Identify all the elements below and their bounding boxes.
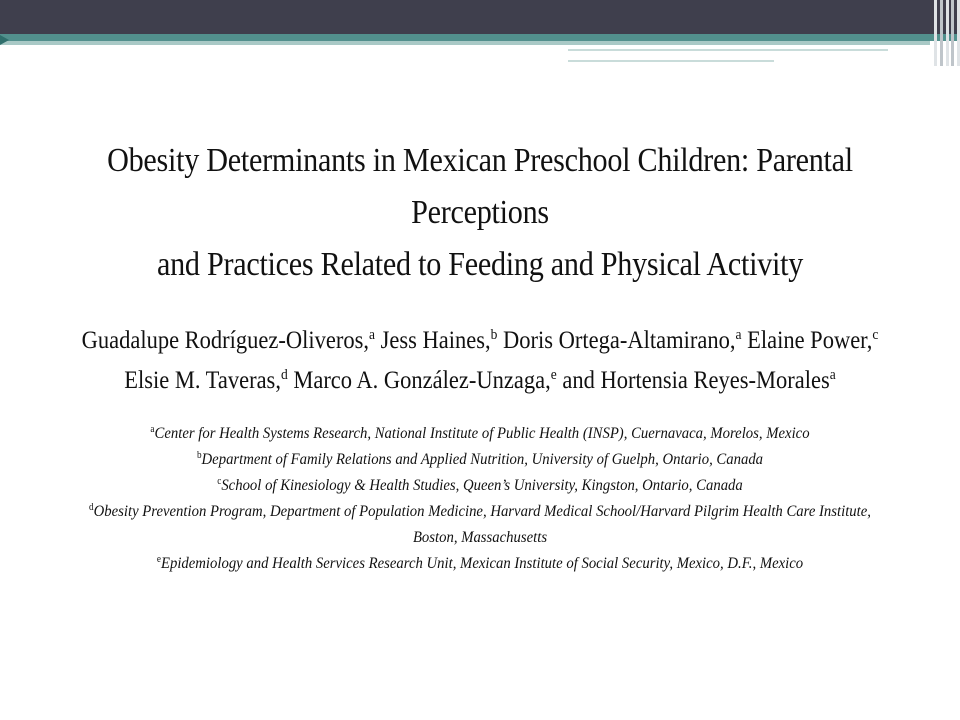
paper-header — [0, 135, 960, 577]
author-list — [48, 321, 912, 401]
affiliation-mark: a — [735, 327, 742, 343]
affiliation — [38, 473, 921, 499]
author-name: Guadalupe Rodríguez-Oliveros, — [81, 327, 370, 354]
affiliation — [38, 551, 921, 577]
author-name: Marco A. González-Unzaga, — [293, 367, 551, 394]
author-name: Doris Ortega-Altamirano, — [503, 327, 736, 354]
paper-title — [48, 135, 912, 291]
affiliation-mark: a — [369, 327, 376, 343]
affiliation-mark: b — [196, 450, 202, 461]
affiliation-mark: a — [829, 367, 836, 383]
affiliation-mark: c — [217, 476, 222, 487]
affiliation-text: Obesity Prevention Program, Department of Population Medicine, Harvard Medical School/Harvard Pilgrim Health Care Institute, — [93, 503, 871, 520]
affiliation — [38, 499, 921, 525]
affiliation-text: Department of Family Relations and Applied Nutrition, University of Guelph, Ontario, Canada — [201, 451, 764, 468]
affiliation — [38, 421, 921, 447]
author-name: Elsie M. Taveras, — [124, 367, 281, 394]
decor-line — [568, 60, 774, 62]
affiliation-text: Epidemiology and Health Services Research Unit, Mexican Institute of Social Security, Mexico, D.F., Mexico — [160, 555, 804, 572]
author-line — [48, 321, 912, 361]
affiliation-mark: d — [280, 367, 288, 383]
affiliation-text: Center for Health Systems Research, National Institute of Public Health (INSP), Cuernavaca, Morelos, Mexico — [154, 425, 810, 442]
affiliation-text: School of Kinesiology & Health Studies, Queen’s University, Kingston, Ontario, Canada — [221, 477, 743, 494]
affiliation-list — [38, 421, 921, 577]
affiliation-mark: d — [89, 502, 94, 513]
decor-vertical-stripes — [934, 0, 960, 66]
header-bar — [0, 0, 960, 34]
affiliation-mark: e — [550, 367, 557, 383]
arrow-notch-icon — [0, 35, 9, 45]
affiliation-mark: a — [150, 424, 155, 435]
author-name: Elaine Power, — [747, 327, 873, 354]
affiliation-mark: e — [156, 554, 161, 565]
accent-stripe — [0, 34, 960, 41]
affiliation-mark: c — [872, 327, 879, 343]
title-line: Obesity Determinants in Mexican Preschool Children: Parental Perceptions — [107, 142, 853, 231]
author-line — [48, 361, 912, 401]
author-name: Jess Haines, — [380, 327, 491, 354]
affiliation-mark: b — [490, 327, 498, 343]
decor-line — [568, 49, 888, 51]
title-line: and Practices Related to Feeding and Physical Activity — [156, 246, 804, 283]
affiliation-text: Boston, Massachusetts — [412, 529, 548, 546]
author-name: and Hortensia Reyes-Morales — [562, 367, 830, 394]
affiliation-continuation — [38, 525, 921, 551]
accent-stripe-light — [0, 41, 930, 45]
affiliation — [38, 447, 921, 473]
